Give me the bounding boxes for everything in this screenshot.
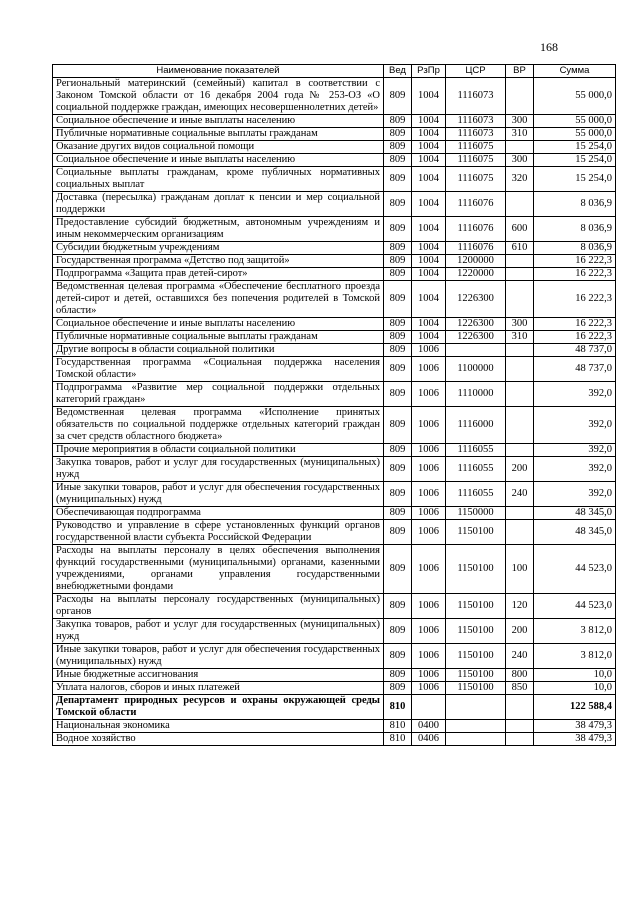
cell-name: Иные закупки товаров, работ и услуг для обеспечения государственных (муниципальных) нужд	[53, 644, 384, 669]
cell-rzpr: 1004	[412, 281, 446, 318]
cell-sum: 55 000,0	[534, 78, 616, 115]
table-row	[53, 382, 616, 407]
cell-name: Социальные выплаты гражданам, кроме публичных нормативных социальных выплат	[53, 167, 384, 192]
cell-csr	[446, 344, 506, 357]
cell-csr: 1116055	[446, 444, 506, 457]
cell-csr: 1150000	[446, 507, 506, 520]
cell-csr: 1116076	[446, 242, 506, 255]
cell-vr	[506, 733, 534, 746]
cell-name: Департамент природных ресурсов и охраны окружающей среды Томской области	[53, 695, 384, 720]
cell-sum: 38 479,3	[534, 720, 616, 733]
cell-rzpr: 1004	[412, 331, 446, 344]
cell-vr	[506, 444, 534, 457]
cell-name: Прочие мероприятия в области социальной политики	[53, 444, 384, 457]
cell-csr: 1116073	[446, 115, 506, 128]
cell-sum: 10,0	[534, 669, 616, 682]
cell-sum: 392,0	[534, 407, 616, 444]
cell-sum: 48 345,0	[534, 520, 616, 545]
cell-name: Национальная экономика	[53, 720, 384, 733]
cell-sum: 8 036,9	[534, 192, 616, 217]
header-rzpr: РзПр	[412, 65, 446, 78]
cell-vr	[506, 78, 534, 115]
cell-ved: 809	[384, 255, 412, 268]
cell-name: Подпрограмма «Развитие мер социальной поддержки отдельных категорий граждан»	[53, 382, 384, 407]
cell-csr: 1226300	[446, 318, 506, 331]
table-row	[53, 520, 616, 545]
cell-vr: 310	[506, 128, 534, 141]
cell-rzpr: 1004	[412, 128, 446, 141]
cell-sum: 16 222,3	[534, 255, 616, 268]
header-ved: Вед	[384, 65, 412, 78]
cell-vr	[506, 344, 534, 357]
cell-ved: 809	[384, 357, 412, 382]
budget-table	[52, 64, 616, 746]
cell-vr	[506, 141, 534, 154]
cell-sum: 16 222,3	[534, 268, 616, 281]
cell-csr: 1116055	[446, 482, 506, 507]
table-row	[53, 507, 616, 520]
cell-rzpr: 1006	[412, 407, 446, 444]
cell-vr: 610	[506, 242, 534, 255]
cell-rzpr: 1004	[412, 115, 446, 128]
table-row	[53, 733, 616, 746]
cell-name: Подпрограмма «Защита прав детей-сирот»	[53, 268, 384, 281]
table-row	[53, 217, 616, 242]
cell-csr: 1150100	[446, 545, 506, 594]
cell-vr	[506, 192, 534, 217]
table-row	[53, 331, 616, 344]
cell-rzpr: 0400	[412, 720, 446, 733]
cell-sum: 16 222,3	[534, 281, 616, 318]
cell-csr: 1116000	[446, 407, 506, 444]
cell-name: Государственная программа «Детство под защитой»	[53, 255, 384, 268]
cell-csr: 1226300	[446, 281, 506, 318]
cell-vr	[506, 695, 534, 720]
cell-sum: 44 523,0	[534, 545, 616, 594]
cell-rzpr: 1006	[412, 457, 446, 482]
table-row	[53, 357, 616, 382]
cell-rzpr: 1006	[412, 520, 446, 545]
cell-sum: 392,0	[534, 444, 616, 457]
cell-vr: 310	[506, 331, 534, 344]
cell-name: Социальное обеспечение и иные выплаты населению	[53, 154, 384, 167]
cell-ved: 809	[384, 115, 412, 128]
cell-rzpr: 1006	[412, 594, 446, 619]
cell-csr: 1150100	[446, 669, 506, 682]
cell-name: Закупка товаров, работ и услуг для государственных (муниципальных) нужд	[53, 457, 384, 482]
cell-sum: 3 812,0	[534, 619, 616, 644]
table-row	[53, 407, 616, 444]
cell-csr: 1116076	[446, 192, 506, 217]
cell-rzpr: 1004	[412, 318, 446, 331]
cell-rzpr: 1004	[412, 78, 446, 115]
cell-name: Другие вопросы в области социальной политики	[53, 344, 384, 357]
cell-vr: 600	[506, 217, 534, 242]
table-row	[53, 444, 616, 457]
cell-csr: 1150100	[446, 644, 506, 669]
table-row	[53, 167, 616, 192]
cell-name: Обеспечивающая подпрограмма	[53, 507, 384, 520]
cell-vr	[506, 520, 534, 545]
cell-csr: 1150100	[446, 594, 506, 619]
cell-name: Государственная программа «Социальная поддержка населения Томской области»	[53, 357, 384, 382]
cell-ved: 809	[384, 167, 412, 192]
cell-sum: 122 588,4	[534, 695, 616, 720]
cell-vr	[506, 382, 534, 407]
table-row	[53, 242, 616, 255]
cell-sum: 3 812,0	[534, 644, 616, 669]
cell-name: Оказание других видов социальной помощи	[53, 141, 384, 154]
header-sum: Сумма	[534, 65, 616, 78]
cell-ved: 809	[384, 141, 412, 154]
cell-ved: 809	[384, 382, 412, 407]
cell-name: Уплата налогов, сборов и иных платежей	[53, 682, 384, 695]
header-csr: ЦСР	[446, 65, 506, 78]
table-row	[53, 192, 616, 217]
cell-csr	[446, 733, 506, 746]
cell-csr: 1200000	[446, 255, 506, 268]
cell-ved: 809	[384, 444, 412, 457]
table-row	[53, 682, 616, 695]
table-row	[53, 720, 616, 733]
cell-name: Ведомственная целевая программа «Обеспечение бесплатного проезда детей-сирот и детей, оставшихся без попечения родителей в Томской области»	[53, 281, 384, 318]
cell-ved: 809	[384, 520, 412, 545]
cell-rzpr: 1006	[412, 444, 446, 457]
cell-csr: 1116073	[446, 78, 506, 115]
cell-ved: 809	[384, 682, 412, 695]
table-row	[53, 344, 616, 357]
cell-ved: 809	[384, 407, 412, 444]
cell-sum: 16 222,3	[534, 318, 616, 331]
table-row	[53, 545, 616, 594]
table-row	[53, 482, 616, 507]
cell-name: Расходы на выплаты персоналу в целях обеспечения выполнения функций государственными (муниципальными) органами, казенными учреждениями, органами управления государственными внебюджетными фондами	[53, 545, 384, 594]
cell-rzpr: 1006	[412, 344, 446, 357]
cell-sum: 44 523,0	[534, 594, 616, 619]
cell-ved: 809	[384, 281, 412, 318]
cell-csr: 1116075	[446, 167, 506, 192]
cell-name: Иные закупки товаров, работ и услуг для обеспечения государственных (муниципальных) нужд	[53, 482, 384, 507]
cell-ved: 809	[384, 457, 412, 482]
cell-csr	[446, 720, 506, 733]
cell-csr: 1150100	[446, 619, 506, 644]
cell-name: Расходы на выплаты персоналу государственных (муниципальных) органов	[53, 594, 384, 619]
cell-name: Руководство и управление в сфере установленных функций органов государственной власти субъекта Российской Федерации	[53, 520, 384, 545]
cell-name: Социальное обеспечение и иные выплаты населению	[53, 115, 384, 128]
cell-name: Закупка товаров, работ и услуг для государственных (муниципальных) нужд	[53, 619, 384, 644]
cell-csr: 1116076	[446, 217, 506, 242]
table-row	[53, 255, 616, 268]
cell-rzpr: 1004	[412, 192, 446, 217]
cell-csr	[446, 695, 506, 720]
cell-vr: 200	[506, 457, 534, 482]
cell-sum: 392,0	[534, 382, 616, 407]
table-row	[53, 669, 616, 682]
cell-ved: 810	[384, 733, 412, 746]
cell-rzpr: 1006	[412, 682, 446, 695]
table-row	[53, 644, 616, 669]
cell-vr	[506, 268, 534, 281]
cell-ved: 809	[384, 507, 412, 520]
cell-vr: 320	[506, 167, 534, 192]
cell-ved: 809	[384, 268, 412, 281]
cell-name: Водное хозяйство	[53, 733, 384, 746]
cell-rzpr: 1006	[412, 545, 446, 594]
cell-sum: 10,0	[534, 682, 616, 695]
cell-ved: 809	[384, 644, 412, 669]
cell-rzpr: 1004	[412, 154, 446, 167]
cell-sum: 48 345,0	[534, 507, 616, 520]
cell-ved: 809	[384, 619, 412, 644]
cell-csr: 1116075	[446, 154, 506, 167]
table-row	[53, 594, 616, 619]
cell-csr: 1150100	[446, 520, 506, 545]
cell-csr: 1220000	[446, 268, 506, 281]
cell-name: Ведомственная целевая программа «Исполнение принятых обязательств по социальной поддержке отдельных категорий граждан за счет средств областного бюджета»	[53, 407, 384, 444]
cell-ved: 809	[384, 331, 412, 344]
cell-csr: 1100000	[446, 357, 506, 382]
cell-vr: 300	[506, 154, 534, 167]
cell-ved: 809	[384, 318, 412, 331]
cell-sum: 16 222,3	[534, 331, 616, 344]
cell-ved: 809	[384, 344, 412, 357]
table-row	[53, 457, 616, 482]
cell-ved: 810	[384, 720, 412, 733]
table-row	[53, 619, 616, 644]
cell-ved: 809	[384, 594, 412, 619]
table-header-row	[53, 65, 616, 78]
cell-vr: 120	[506, 594, 534, 619]
table-row	[53, 78, 616, 115]
cell-sum: 55 000,0	[534, 128, 616, 141]
cell-rzpr: 1006	[412, 619, 446, 644]
cell-ved: 809	[384, 545, 412, 594]
cell-name: Доставка (пересылка) гражданам доплат к пенсии и мер социальной поддержки	[53, 192, 384, 217]
cell-ved: 810	[384, 695, 412, 720]
cell-name: Региональный материнский (семейный) капитал в соответствии с Законом Томской области от 16 декабря 2004 года № 253-ОЗ «О социальной поддержке граждан, имеющих несовершеннолетних детей»	[53, 78, 384, 115]
cell-sum: 48 737,0	[534, 357, 616, 382]
table-row	[53, 268, 616, 281]
cell-vr	[506, 407, 534, 444]
cell-vr: 800	[506, 669, 534, 682]
cell-csr: 1116073	[446, 128, 506, 141]
cell-ved: 809	[384, 217, 412, 242]
cell-vr	[506, 507, 534, 520]
cell-sum: 392,0	[534, 482, 616, 507]
header-name: Наименование показателей	[53, 65, 384, 78]
page-number: 168	[540, 40, 558, 54]
cell-vr: 300	[506, 318, 534, 331]
cell-sum: 15 254,0	[534, 141, 616, 154]
cell-ved: 809	[384, 242, 412, 255]
cell-rzpr: 1004	[412, 268, 446, 281]
cell-name: Предоставление субсидий бюджетным, автономным учреждениям и иным некоммерческим организациям	[53, 217, 384, 242]
cell-vr	[506, 255, 534, 268]
cell-ved: 809	[384, 154, 412, 167]
table-row	[53, 695, 616, 720]
table-row	[53, 281, 616, 318]
cell-rzpr: 1006	[412, 644, 446, 669]
cell-rzpr: 0406	[412, 733, 446, 746]
cell-ved: 809	[384, 192, 412, 217]
cell-sum: 55 000,0	[534, 115, 616, 128]
cell-ved: 809	[384, 482, 412, 507]
cell-csr: 1150100	[446, 682, 506, 695]
cell-vr	[506, 281, 534, 318]
cell-vr: 300	[506, 115, 534, 128]
cell-rzpr: 1004	[412, 242, 446, 255]
table-row	[53, 115, 616, 128]
cell-vr	[506, 357, 534, 382]
table-row	[53, 318, 616, 331]
cell-csr: 1110000	[446, 382, 506, 407]
cell-sum: 38 479,3	[534, 733, 616, 746]
cell-sum: 48 737,0	[534, 344, 616, 357]
cell-name: Субсидии бюджетным учреждениям	[53, 242, 384, 255]
cell-sum: 8 036,9	[534, 242, 616, 255]
cell-csr: 1226300	[446, 331, 506, 344]
cell-rzpr: 1004	[412, 217, 446, 242]
cell-vr: 850	[506, 682, 534, 695]
cell-csr: 1116055	[446, 457, 506, 482]
table-body	[53, 78, 616, 746]
cell-vr	[506, 720, 534, 733]
cell-vr: 240	[506, 482, 534, 507]
cell-name: Иные бюджетные ассигнования	[53, 669, 384, 682]
cell-rzpr: 1006	[412, 382, 446, 407]
cell-name: Социальное обеспечение и иные выплаты населению	[53, 318, 384, 331]
cell-name: Публичные нормативные социальные выплаты гражданам	[53, 331, 384, 344]
table-row	[53, 128, 616, 141]
cell-ved: 809	[384, 128, 412, 141]
cell-ved: 809	[384, 669, 412, 682]
cell-rzpr: 1006	[412, 507, 446, 520]
cell-sum: 392,0	[534, 457, 616, 482]
table-row	[53, 154, 616, 167]
cell-vr: 100	[506, 545, 534, 594]
header-vr: ВР	[506, 65, 534, 78]
cell-sum: 8 036,9	[534, 217, 616, 242]
cell-rzpr: 1006	[412, 482, 446, 507]
cell-ved: 809	[384, 78, 412, 115]
cell-rzpr	[412, 695, 446, 720]
cell-sum: 15 254,0	[534, 154, 616, 167]
cell-rzpr: 1004	[412, 167, 446, 192]
cell-vr: 200	[506, 619, 534, 644]
table-row	[53, 141, 616, 154]
cell-vr: 240	[506, 644, 534, 669]
cell-rzpr: 1006	[412, 669, 446, 682]
cell-rzpr: 1004	[412, 141, 446, 154]
cell-rzpr: 1004	[412, 255, 446, 268]
cell-csr: 1116075	[446, 141, 506, 154]
cell-sum: 15 254,0	[534, 167, 616, 192]
cell-rzpr: 1006	[412, 357, 446, 382]
cell-name: Публичные нормативные социальные выплаты гражданам	[53, 128, 384, 141]
